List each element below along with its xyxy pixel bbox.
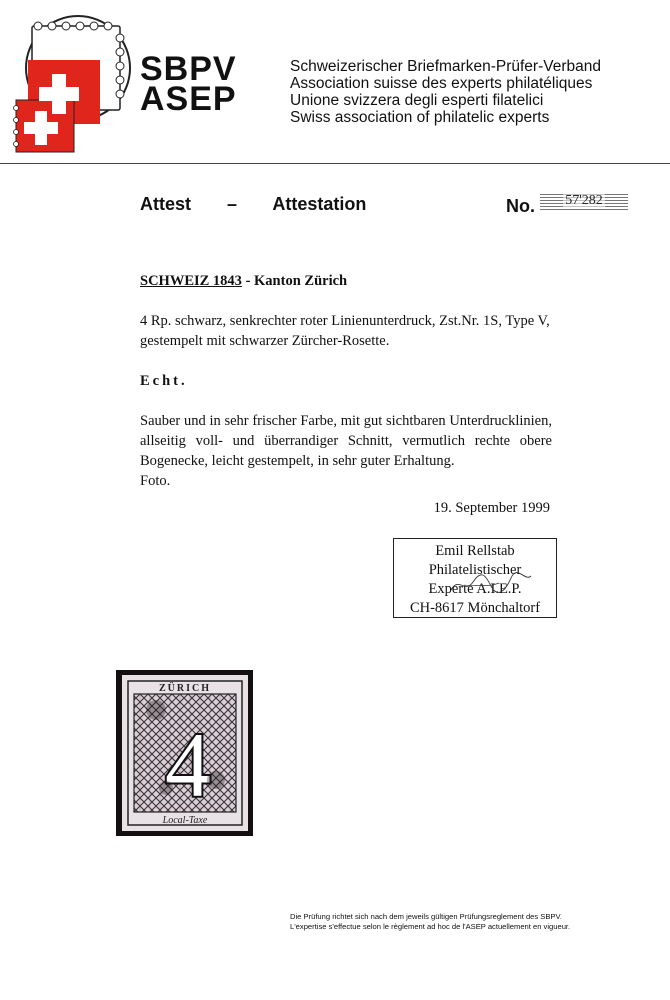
logo-line-sbpv: SBPV (140, 50, 237, 88)
association-de: Schweizerischer Briefmarken-Prüfer-Verband (290, 58, 601, 75)
logo-line-asep: ASEP (140, 80, 237, 118)
association-names (290, 58, 601, 126)
title-attestation: Attestation (272, 194, 367, 214)
certificate-date: 19. September 1999 (433, 500, 550, 516)
stamp-value-numeral: 4 (165, 714, 211, 816)
condition-block (140, 411, 552, 491)
footer-line-fr: L'expertise s'effectue selon le règlement ad hoc de l'ASEP actuellement en vigueur. (290, 922, 571, 931)
expert-address: CH-8617 Mönchaltorf (409, 600, 541, 616)
subject-country: SCHWEIZ 1843 (140, 273, 242, 289)
certificate-number-value: 57'282 (565, 193, 603, 208)
certificate-number-label: No. (506, 196, 535, 216)
certificate-number (540, 192, 628, 210)
certificate-subject (140, 271, 552, 291)
footer-line-de: Die Prüfung richtet sich nach dem jeweils gültigen Prüfungsreglement des SBPV. (290, 912, 562, 921)
subject-separator: - (245, 273, 251, 289)
title-attest: Attest (140, 194, 192, 214)
title-dash: – (227, 194, 238, 214)
header-divider (0, 163, 670, 164)
stamp-photo (116, 670, 253, 836)
expert-title: Experte A.I.E.P. (428, 581, 522, 597)
association-it: Unione svizzera degli esperti filatelici (290, 92, 544, 109)
expert-role: Philatelistischer (428, 562, 522, 578)
association-en: Swiss association of philatelic experts (290, 109, 550, 126)
sbpv-logo-stamp (8, 8, 138, 158)
stamp-description: 4 Rp. schwarz, senkrechter roter Linienunterdruck, Zst.Nr. 1S, Type V, gestempelt mit schwarzer Zürcher-Rosette. (140, 313, 550, 349)
expert-name: Emil Rellstab (435, 543, 515, 559)
condition-text: Sauber und in sehr frischer Farbe, mit gut sichtbaren Unterdrucklinien, allseitig voll- und überrandiger Schnitt, vermutlich rechte obere Bogenecke, leicht gestempelt, in sehr guter Erhaltung. (140, 413, 552, 469)
stamp-top-text: ZÜRICH (158, 683, 212, 694)
expert-signature (445, 568, 535, 598)
logo-wordmark (140, 50, 237, 118)
association-fr: Association suisse des experts philatéliques (290, 75, 593, 92)
subject-canton: Kanton Zürich (254, 273, 348, 289)
footer-notice (290, 912, 570, 932)
stamp-bottom-text: Local-Taxe (162, 815, 208, 826)
verdict: Echt. (140, 373, 188, 389)
foto-note: Foto. (140, 473, 171, 489)
certificate-title (140, 194, 366, 215)
